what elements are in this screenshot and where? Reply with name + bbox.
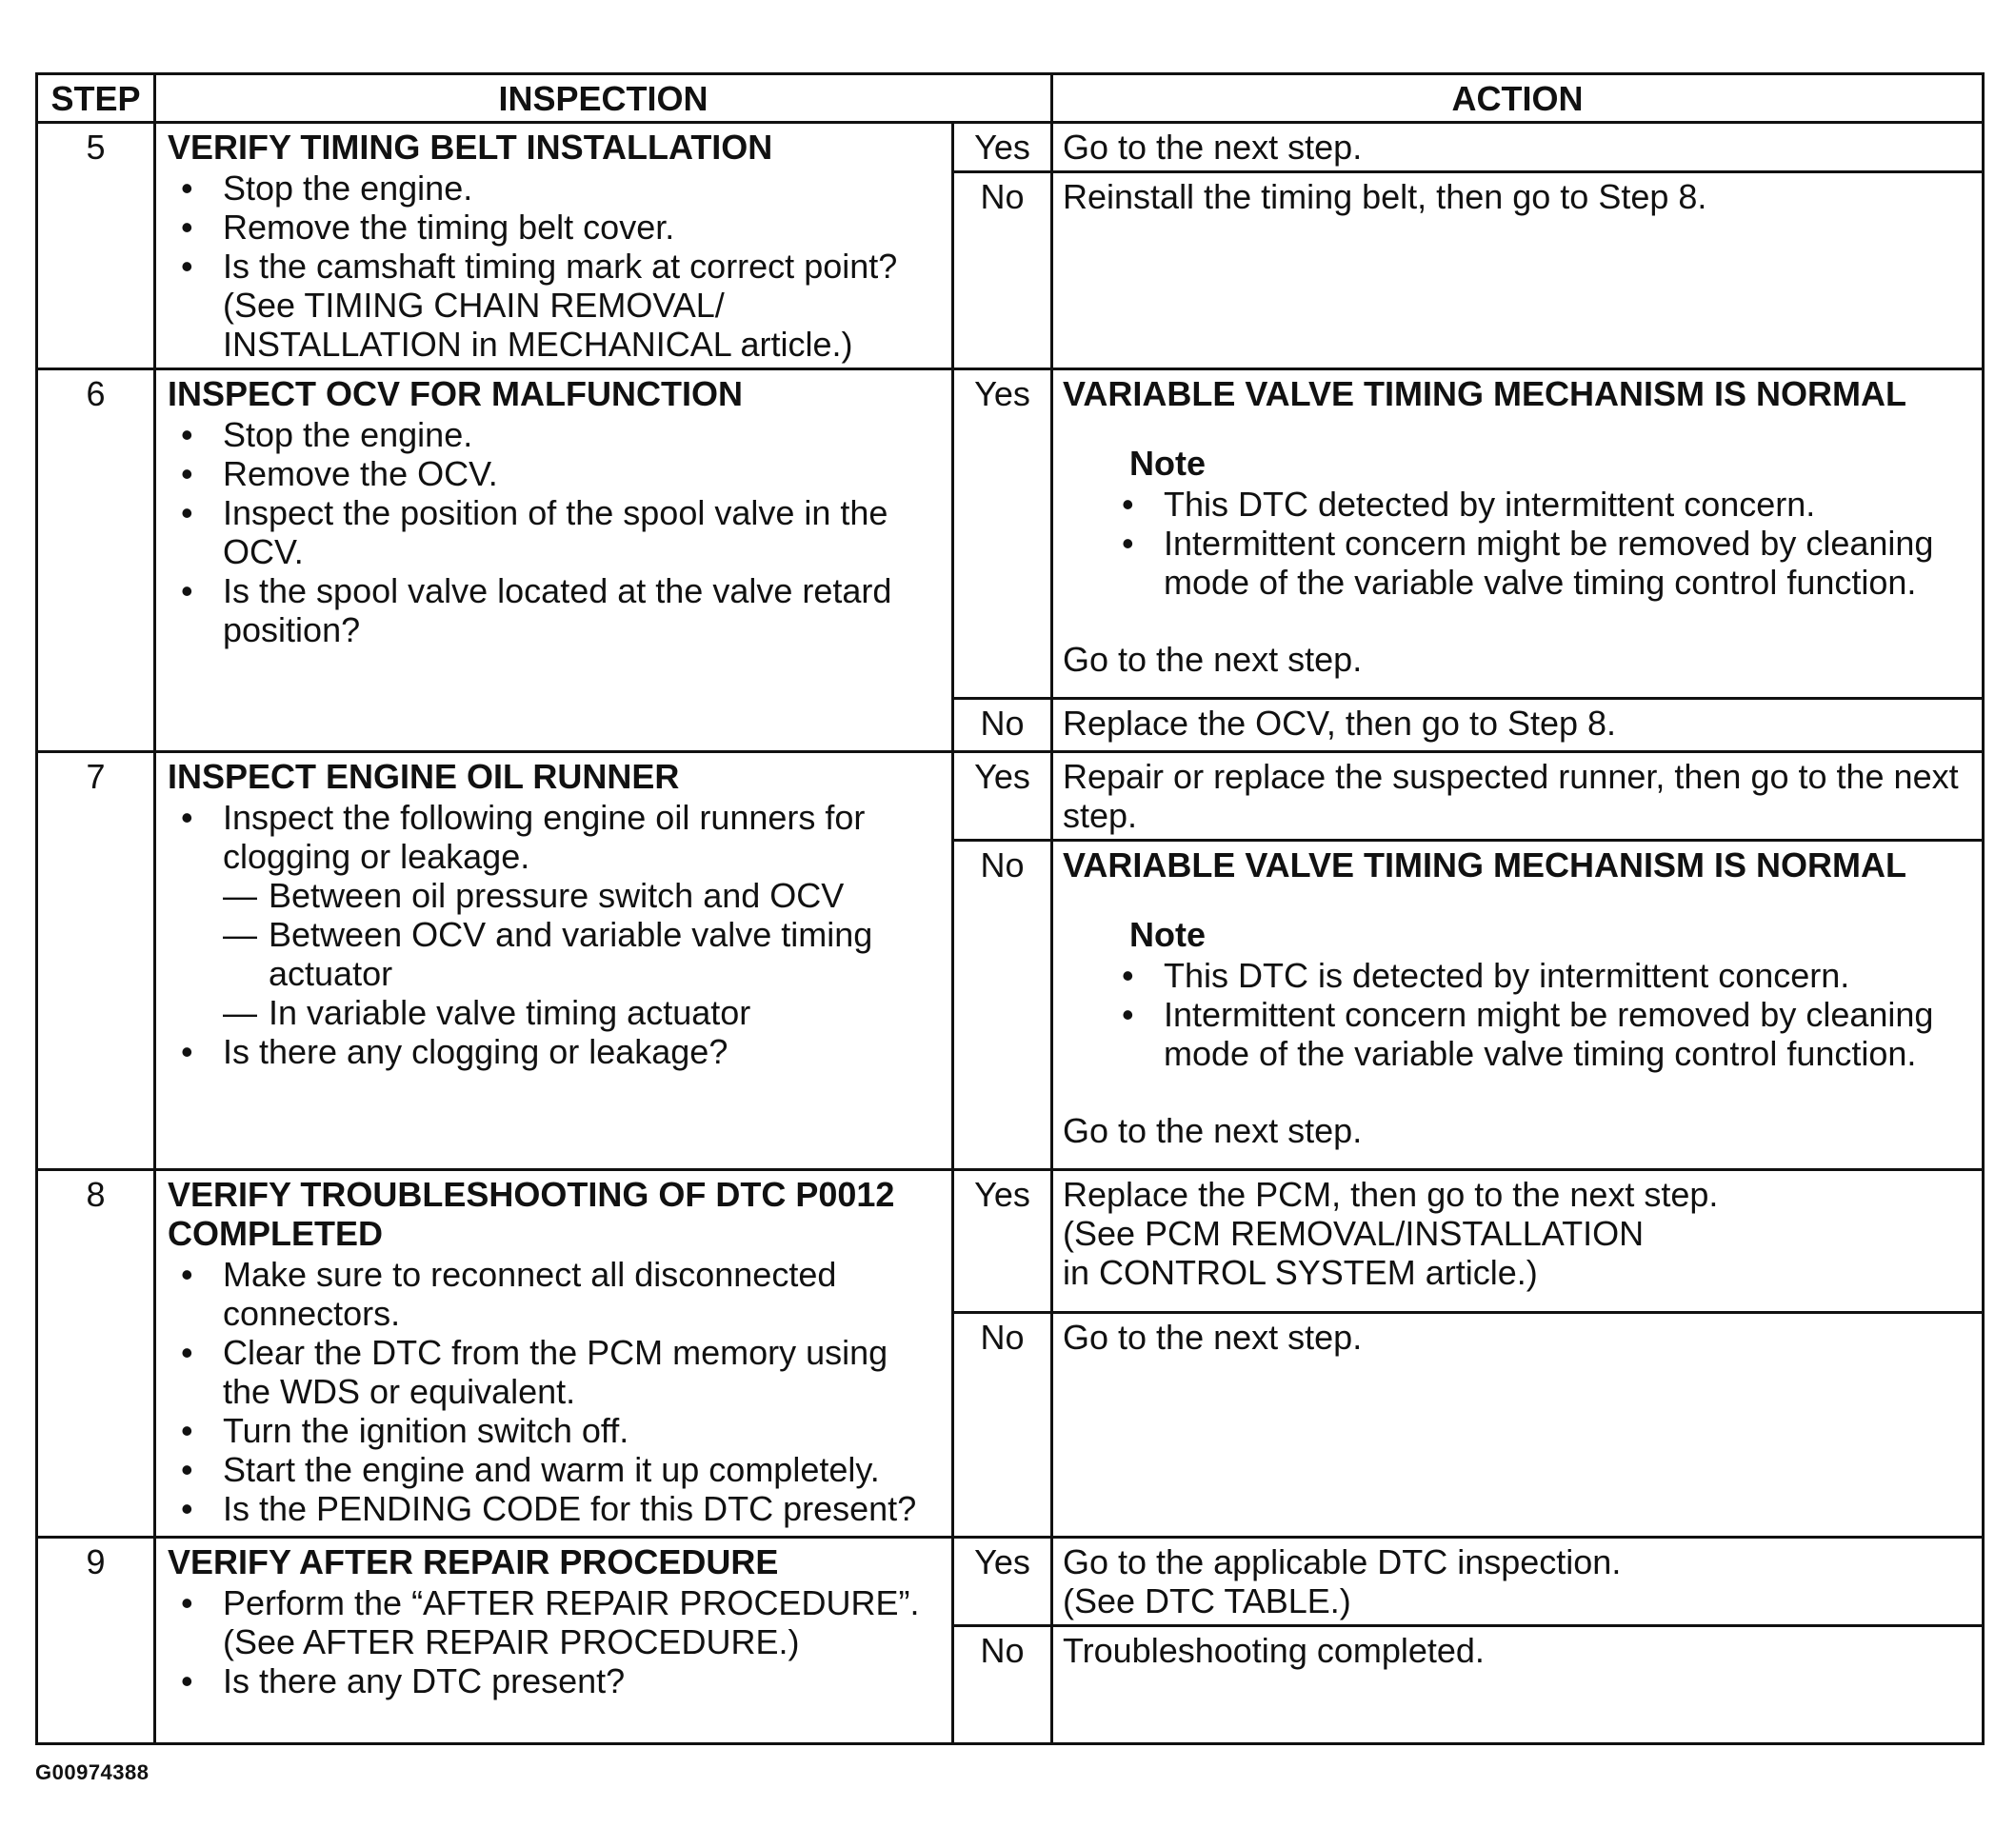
list-item: • Clear the DTC from the PCM memory using the WDS or equivalent. [223,1333,942,1411]
step-number: 7 [37,752,155,1170]
action-followup: Go to the next step. [1063,640,1363,679]
note-block [1129,444,1972,602]
list-item-text: Inspect the following engine oil runners for clogging or leakage. [223,798,866,876]
action-followup: Go to the next step. [1063,1111,1363,1150]
action-cell: Replace the OCV, then go to Step 8. [1052,699,1984,752]
inspection-cell [155,1170,953,1538]
yes-label: Yes [953,1170,1052,1313]
action-cell [1052,1170,1984,1313]
action-heading: VARIABLE VALVE TIMING MECHANISM IS NORMAL [1063,845,1906,884]
inspection-title: INSPECT ENGINE OIL RUNNER [168,757,680,796]
list-item: • Stop the engine. [223,169,942,208]
inspection-title: VERIFY AFTER REPAIR PROCEDURE [168,1542,779,1581]
list-item: • Remove the timing belt cover. [223,208,942,247]
sub-list-item: — Between OCV and variable valve timing actuator [269,915,942,993]
list-item: • Intermittent concern might be removed by cleaning mode of the variable valve timing control function. [1164,995,1972,1073]
header-inspection: INSPECTION [155,74,1052,123]
table-row [37,752,1984,841]
step-number: 6 [37,369,155,752]
no-label: No [953,841,1052,1170]
note-block [1129,915,1972,1073]
note-title: Note [1129,444,1206,483]
list-item: • Inspect the position of the spool valve in the OCV. [223,493,942,571]
note-list [1129,485,1972,602]
list-item: • Is there any clogging or leakage? [223,1032,942,1071]
inspection-title: INSPECT OCV FOR MALFUNCTION [168,374,743,413]
inspection-list [168,798,942,1071]
header-row [37,74,1984,123]
action-cell [1052,841,1984,1170]
list-item: • Is the camshaft timing mark at correct point? (See TIMING CHAIN REMOVAL/ INSTALLATION in MECHANICAL article.) [223,247,942,364]
list-item: • Perform the “AFTER REPAIR PROCEDURE”. (See AFTER REPAIR PROCEDURE.) [223,1583,942,1661]
list-item: • Is the spool valve located at the valve retard position? [223,571,942,649]
list-item: • This DTC detected by intermittent concern. [1164,485,1972,524]
action-cell [1052,1538,1984,1626]
inspection-cell [155,752,953,1170]
inspection-list [168,415,942,649]
no-label: No [953,1626,1052,1744]
action-heading: VARIABLE VALVE TIMING MECHANISM IS NORMAL [1063,374,1906,413]
action-cell: Go to the next step. [1052,1313,1984,1538]
action-line: Replace the PCM, then go to the next step. [1063,1175,1719,1214]
troubleshooting-table [35,72,1985,1745]
table-row [37,1538,1984,1626]
no-label: No [953,172,1052,369]
inspection-list [168,1255,942,1528]
inspection-cell [155,369,953,752]
list-item [223,798,942,1032]
list-item: • Make sure to reconnect all disconnected connectors. [223,1255,942,1333]
yes-label: Yes [953,1538,1052,1626]
step-number: 9 [37,1538,155,1744]
inspection-title: VERIFY TIMING BELT INSTALLATION [168,128,773,167]
note-list [1129,956,1972,1073]
table-row [37,369,1984,699]
inspection-list [168,1583,942,1700]
yes-label: Yes [953,369,1052,699]
list-item: • Is there any DTC present? [223,1661,942,1700]
inspection-cell [155,123,953,369]
list-item: • Stop the engine. [223,415,942,454]
list-item: • Start the engine and warm it up completely. [223,1450,942,1489]
step-number: 8 [37,1170,155,1538]
sub-list-item: — Between oil pressure switch and OCV [269,876,942,915]
action-line: in CONTROL SYSTEM article.) [1063,1253,1538,1292]
list-item: • Turn the ignition switch off. [223,1411,942,1450]
table-row [37,1170,1984,1313]
inspection-title-cont: COMPLETED [168,1214,384,1253]
action-cell: Repair or replace the suspected runner, then go to the next step. [1052,752,1984,841]
header-action: ACTION [1052,74,1984,123]
table-row [37,123,1984,172]
no-label: No [953,1313,1052,1538]
action-cell: Reinstall the timing belt, then go to Step 8. [1052,172,1984,369]
action-line: Go to the applicable DTC inspection. [1063,1542,1622,1581]
action-line: (See DTC TABLE.) [1063,1581,1351,1620]
list-item: • Is the PENDING CODE for this DTC present? [223,1489,942,1528]
header-step: STEP [37,74,155,123]
sub-list-item: — In variable valve timing actuator [269,993,942,1032]
list-item: • Intermittent concern might be removed by cleaning mode of the variable valve timing control function. [1164,524,1972,602]
note-title: Note [1129,915,1206,954]
action-cell: Troubleshooting completed. [1052,1626,1984,1744]
inspection-list [168,169,942,364]
yes-label: Yes [953,123,1052,172]
no-label: No [953,699,1052,752]
inspection-cell [155,1538,953,1744]
step-number: 5 [37,123,155,369]
action-cell: Go to the next step. [1052,123,1984,172]
list-item: • This DTC is detected by intermittent concern. [1164,956,1972,995]
list-item: • Remove the OCV. [223,454,942,493]
figure-id: G00974388 [35,1760,150,1784]
yes-label: Yes [953,752,1052,841]
sub-list [223,876,942,1032]
action-line: (See PCM REMOVAL/INSTALLATION [1063,1214,1645,1253]
action-cell [1052,369,1984,699]
inspection-title: VERIFY TROUBLESHOOTING OF DTC P0012 [168,1175,895,1214]
